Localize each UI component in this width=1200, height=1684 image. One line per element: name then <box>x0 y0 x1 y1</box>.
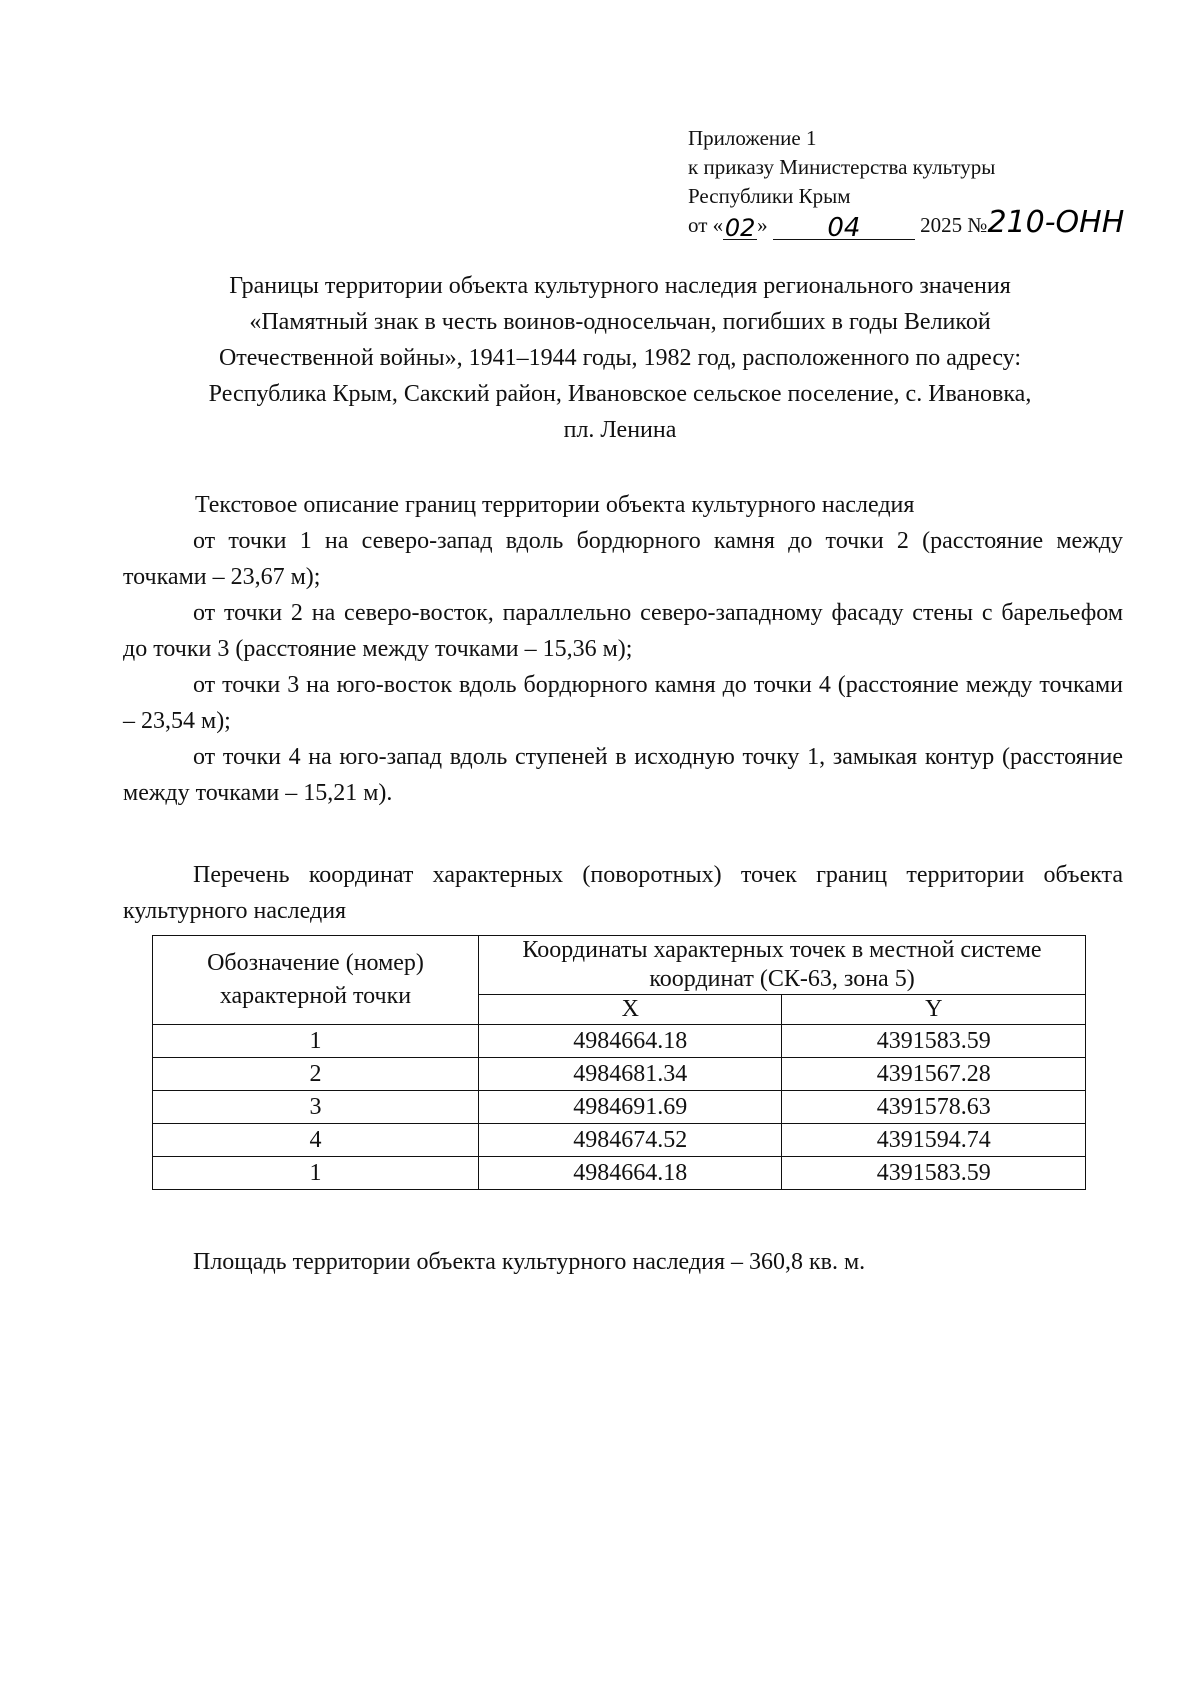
coordinates-table <box>152 935 1086 1190</box>
appendix-line-2: к приказу Министерства культуры <box>688 155 996 179</box>
title-line-2: «Памятный знак в честь воинов-односельчан, погибших в годы Великой <box>249 309 991 335</box>
table-row <box>153 1157 1086 1190</box>
cell-x: 4984664.18 <box>479 1025 782 1058</box>
cell-y: 4391583.59 <box>782 1025 1086 1058</box>
title-line-3: Отечественной войны», 1941–1944 годы, 1982 год, расположенного по адресу: <box>218 345 1022 371</box>
table-row <box>153 1025 1086 1058</box>
appendix-date-line <box>688 205 1168 243</box>
header-y: Y <box>782 995 1086 1025</box>
day-field <box>723 215 757 240</box>
cell-point: 1 <box>153 1157 479 1190</box>
description-paragraph-3: от точки 3 на юго-восток вдоль бордюрного камня до точки 4 (расстояние между точками – 23,54 м); <box>123 672 1123 734</box>
description-heading: Текстовое описание границ территории объекта культурного наследия <box>195 492 915 518</box>
description-paragraph-1: от точки 1 на северо-запад вдоль бордюрного камня до точки 2 (расстояние между точками – 23,67 м); <box>123 528 1123 590</box>
cell-y: 4391594.74 <box>782 1124 1086 1157</box>
title-line-4: Республика Крым, Сакский район, Ивановское сельское поселение, с. Ивановка, <box>208 381 1032 407</box>
table-row <box>153 1124 1086 1157</box>
order-number-handwritten: 210-ОНН <box>987 205 1125 240</box>
month-field <box>773 213 915 243</box>
appendix-line-1: Приложение 1 <box>688 126 817 150</box>
year-number-label: 2025 № <box>920 213 988 237</box>
cell-point: 3 <box>153 1091 479 1124</box>
date-prefix: от « <box>688 213 724 237</box>
cell-x: 4984681.34 <box>479 1058 782 1091</box>
cell-y: 4391578.63 <box>782 1091 1086 1124</box>
document-title <box>120 268 1120 448</box>
territory-area: Площадь территории объекта культурного наследия – 360,8 кв. м. <box>193 1249 866 1275</box>
coordinates-intro-text: Перечень координат характерных (поворотных) точек границ территории объекта культурного наследия <box>123 862 1123 924</box>
cell-y: 4391567.28 <box>782 1058 1086 1091</box>
title-line-1: Границы территории объекта культурного наследия регионального значения <box>229 273 1011 299</box>
cell-point: 4 <box>153 1124 479 1157</box>
description-paragraph-2: от точки 2 на северо-восток, параллельно северо-западному фасаду стены с барельефом до точки 3 (расстояние между точками – 15,36 м); <box>123 600 1123 662</box>
cell-x: 4984674.52 <box>479 1124 782 1157</box>
cell-y: 4391583.59 <box>782 1157 1086 1190</box>
title-line-5: пл. Ленина <box>563 417 677 443</box>
cell-x: 4984691.69 <box>479 1091 782 1124</box>
appendix-line-3: Республики Крым <box>688 184 851 208</box>
coordinates-intro <box>123 857 1123 929</box>
header-coords: Координаты характерных точек в местной системе координат (СК-63, зона 5) <box>479 936 1086 995</box>
day-handwritten: 02 <box>724 214 756 242</box>
boundary-description <box>123 487 1123 811</box>
description-paragraph-4: от точки 4 на юго-запад вдоль ступеней в исходную точку 1, замыкая контур (расстояние между точками – 15,21 м). <box>123 744 1123 806</box>
header-point: Обозначение (номер) характерной точки <box>153 936 479 1025</box>
table-row <box>153 1058 1086 1091</box>
appendix-header <box>688 124 1168 243</box>
header-x: X <box>479 995 782 1025</box>
cell-point: 1 <box>153 1025 479 1058</box>
month-handwritten: 04 <box>827 213 861 243</box>
date-mid: » <box>757 213 768 237</box>
cell-x: 4984664.18 <box>479 1157 782 1190</box>
table-row <box>153 1091 1086 1124</box>
cell-point: 2 <box>153 1058 479 1091</box>
